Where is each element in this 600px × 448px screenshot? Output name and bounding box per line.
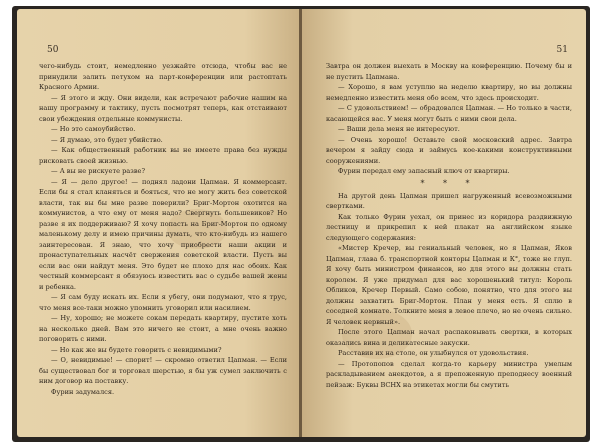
paragraph: — Я этого и жду. Они видели, как встречают рабочие нашим на нашу программу и тактику, пусть посмотрят теперь, как отстаивают свои убеждения отдельные коммунисты. xyxy=(39,93,287,123)
paragraph: — О, невидимые! — спорит! — скромно ответил Цапман. — Если бы существовал бог и торговал шерстью, я бы уж сумел заключить с ним договор на поставку. xyxy=(39,356,287,385)
page-number: 50 xyxy=(47,45,59,55)
paragraph: — Ваши дела меня не интересуют. xyxy=(338,125,460,133)
book-spread xyxy=(12,6,590,442)
paragraph: — Очень хорошо! Оставьте свой московский адрес. Завтра вечером я зайду сюда и займусь кое-какими конструктивными сооружениями. xyxy=(326,135,572,165)
paragraph: Расставив их на столе, он улыбнулся от удовольствия. xyxy=(338,349,529,357)
section-separator: * * * xyxy=(420,178,478,188)
paragraph: — Я сам буду искать их. Если я убегу, они подумают, что я трус, что меня все-таки можно упомнить уговорил или насилием. xyxy=(39,293,287,312)
paragraph: — Я — дело другое! — поднял ладони Цапман. Я коммерсант. Если бы я стал кланяться и бояться, что не могу жить без советской власти, так вы бы мне разве поверили? Бриг-Мортон охотится на коммунистов, а что ему от меня надо? Свергнуть большевиков? Но разве я их поддерживаю? Я хочу попасть на Бриг-Мортон по одному маленькому делу и имею причины думать, что кто-нибудь из нашего заинтересован. Я знаю, что хочу приобрести наши акции и пронаступательных насчёт свержения советской власти. Пусть вы если вас они найдут меня. Это будет не плохо для нас обоих. Как честный коммерсант я обязуюсь известить вас о судьбе вашей жены и ребенка. xyxy=(39,177,287,291)
paragraph: — Но как же вы будете говорить с невидимыми? xyxy=(51,345,222,354)
paragraph: — А вы не рискуете разве? xyxy=(51,167,145,175)
paragraph: — Хорошо, я вам уступлю на неделю квартиру, но вы должны немедленно известить меня обо всем, что здесь происходит. xyxy=(326,83,572,102)
left-page xyxy=(17,9,301,437)
right-page xyxy=(302,9,586,437)
paragraph: На другой день Цапман пришел нагруженный всевозможными свертками. xyxy=(326,191,572,210)
page-text xyxy=(39,61,287,397)
paragraph: После этого Цапман начал распаковывать свертки, в которых оказались вина и деликатесные закуски. xyxy=(326,328,572,347)
paragraph: — Но это самоубийство. xyxy=(51,125,136,133)
page-number: 51 xyxy=(556,45,568,55)
page-text xyxy=(326,61,572,390)
paragraph: чего-нибудь стоит, немедленно уезжайте отсюда, чтобы вас не принудили залить петухом на парт-конференции или растоптать Красного Армии. xyxy=(39,62,287,91)
paragraph: — Протопопов сделал когда-то карьеру министра умелым раскладыванием анекдотов, а я препоженную преподнесу военный пейзаж: Буквы ВСНХ на этикетах могли бы смутить xyxy=(326,359,572,389)
paragraph: — С удовольствием! — обрадовался Цапман. — Но только в части, касающейся вас. У меня могут быть с ними свои дела. xyxy=(326,104,572,123)
paragraph: Завтра он должен выехать в Москву на конференцию. Почему бы и не пустить Цапмана. xyxy=(326,62,572,81)
paragraph: Фурин задумался. xyxy=(51,387,115,396)
paragraph: Фурин передал ему запасный ключ от квартиры. xyxy=(338,167,510,175)
paragraph: Как только Фурин уехал, он принес из коридора раздвижную лестницу и прикрепил к ней плакат на английском языке следующего содержания: xyxy=(326,212,572,242)
paragraph: — Как общественный работник вы не имеете права без нужды рисковать своей жизнью. xyxy=(39,146,287,165)
paragraph: — Я думаю, это будет убийство. xyxy=(51,135,163,144)
paragraph: «Мистер Кречер, вы гениальный человек, но я Цапман, Яков Цапман, глава б. транспортной конторы Цапман и К°, тоже не глуп. Я хочу быть министром финансов, но для этого вы должны стать королем. Я уже придумал для вас хорошенький титул: Король Обликов, Кречер Первый. Само собою, понятно, что для этого вы должны захватить Бриг-Мортон. План у меня есть. Я сплю в соседней комнате. Толкните меня в левое плечо, но не очень сильно. Я человек нервный». xyxy=(326,244,572,326)
paragraph: — Ну, хорошо; не можете сокам передать квартиру, пустите хоть на несколько дней. Вам это ничего не стоит, а мне очень важно поговорить с ними. xyxy=(39,314,287,343)
